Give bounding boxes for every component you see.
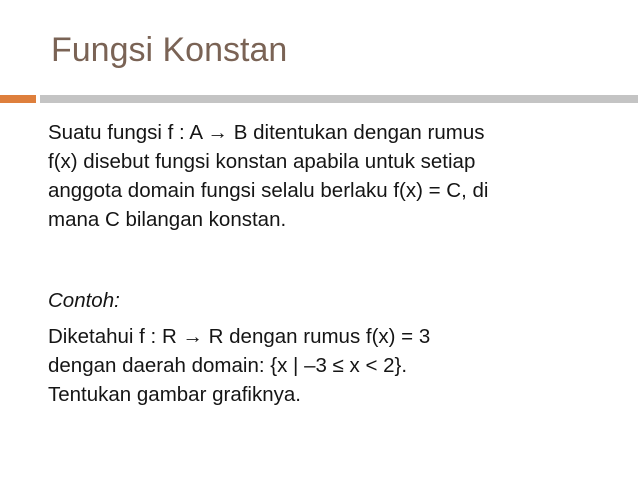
definition-line: Suatu fungsi f : A → B ditentukan dengan rumus — [48, 121, 485, 144]
title-divider-bar — [40, 95, 638, 103]
example-line: dengan daerah domain: {x | –3 ≤ x < 2}. — [48, 354, 408, 377]
title-accent-bar — [0, 95, 36, 103]
definition-line: mana C bilangan konstan. — [48, 208, 287, 231]
example-section — [48, 286, 628, 409]
example-line: Tentukan gambar grafiknya. — [48, 383, 301, 406]
example-line: Diketahui f : R → R dengan rumus f(x) = 3 — [48, 325, 431, 348]
definition-line: f(x) disebut fungsi konstan apabila untuk setiap — [48, 150, 476, 173]
definition-line: anggota domain fungsi selalu berlaku f(x) = C, di — [48, 179, 489, 202]
slide-title: Fungsi Konstan — [51, 31, 288, 69]
definition-paragraph — [48, 118, 628, 234]
example-heading: Contoh: — [48, 289, 120, 312]
